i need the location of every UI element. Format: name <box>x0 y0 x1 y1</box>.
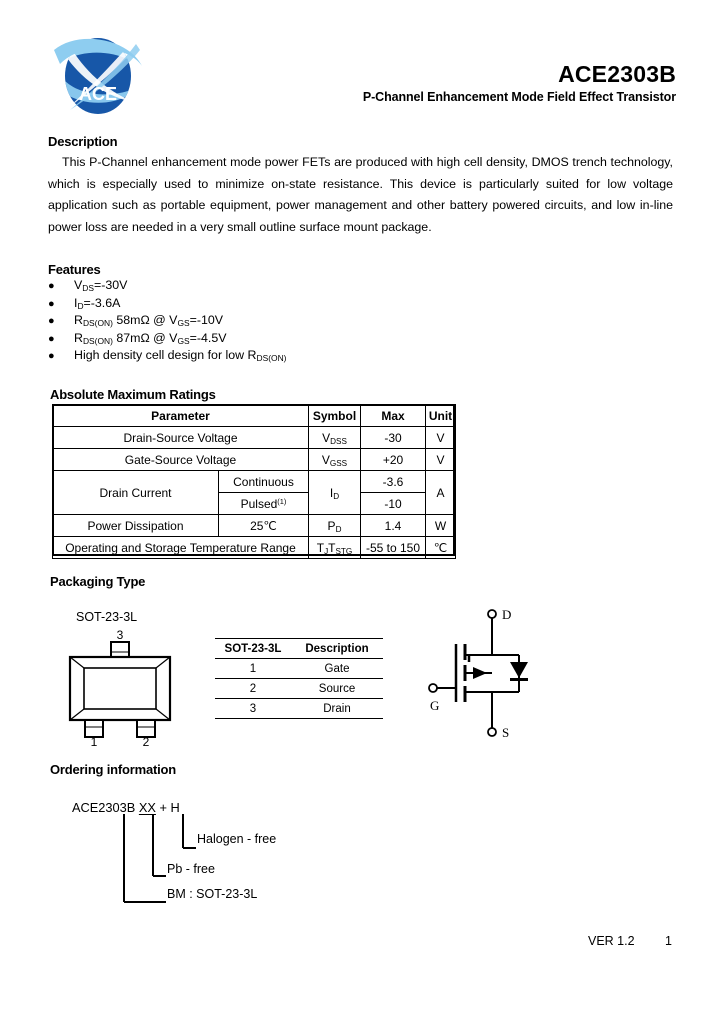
cell-description: Drain <box>291 699 383 719</box>
page-header <box>0 0 720 120</box>
col-parameter: Parameter <box>53 405 309 427</box>
bullet-icon: ● <box>48 350 55 362</box>
cell-max: -55 to 150 <box>361 537 426 559</box>
ordering-heading: Ordering information <box>50 762 177 777</box>
feature-item <box>48 313 448 331</box>
cell-max: -10 <box>361 493 426 515</box>
page-number: 1 <box>665 934 672 948</box>
feature-item <box>48 278 448 296</box>
pin-2-number: 2 <box>142 735 150 746</box>
cell-unit: V <box>426 449 456 471</box>
product-subtitle: P-Channel Enhancement Mode Field Effect Transistor <box>362 90 676 105</box>
bullet-icon: ● <box>48 315 55 327</box>
cell-max: -30 <box>361 427 426 449</box>
feature-item <box>48 296 448 314</box>
pin-3-number: 3 <box>116 628 124 642</box>
cell-symbol: $I_D$ <box>309 471 361 515</box>
ordering-code: ACE2303B XX + H <box>72 800 180 815</box>
ratings-heading: Absolute Maximum Ratings <box>50 387 216 402</box>
page-footer <box>0 934 720 956</box>
cell-symbol: $P_D$ <box>309 515 361 537</box>
source-label: S <box>502 725 510 740</box>
feature-text: $V_{DS}=-30V$ <box>74 278 128 294</box>
feature-item <box>48 331 448 349</box>
cell-parameter: Drain-Source Voltage <box>53 427 309 449</box>
table-row <box>215 679 383 699</box>
pin-1-number: 1 <box>90 735 98 746</box>
title-block <box>363 62 676 104</box>
cell-symbol: $V_{GSS}$ <box>309 449 361 471</box>
cell-parameter: Gate-Source Voltage <box>53 449 309 471</box>
col-description: Description <box>291 639 383 659</box>
bullet-icon: ● <box>48 280 55 292</box>
sot23-package-drawing <box>60 628 180 746</box>
gate-label: G <box>430 698 440 713</box>
cell-parameter: Power Dissipation <box>53 515 219 537</box>
feature-item <box>48 348 448 366</box>
feature-text: $R_{DS(ON)}$ 58mΩ @ $V_{GS}=-10V$ <box>74 313 224 329</box>
table-row <box>53 449 456 471</box>
features-heading: Features <box>48 262 101 277</box>
description-body <box>48 152 673 238</box>
bullet-icon: ● <box>48 297 55 310</box>
cell-max: +20 <box>361 449 426 471</box>
col-unit: Unit <box>426 405 456 427</box>
package-name-label: SOT-23-3L <box>76 610 138 624</box>
cell-max: 1.4 <box>361 515 426 537</box>
cell-condition: Continuous <box>219 471 309 493</box>
cell-pin: 2 <box>215 679 291 699</box>
col-max: Max <box>361 405 426 427</box>
part-number: ACE2303B <box>558 61 676 87</box>
cell-max: -3.6 <box>361 471 426 493</box>
packaging-heading: Packaging Type <box>50 574 146 589</box>
col-symbol: Symbol <box>309 405 361 427</box>
ordering-label-pb: Pb - free <box>167 862 215 876</box>
absolute-maximum-ratings-table <box>52 404 456 559</box>
ace-logo <box>48 28 148 120</box>
feature-text: High density cell design for low $R_{DS(ON)}$ <box>74 348 287 364</box>
table-header-row <box>215 639 383 659</box>
table-row <box>215 659 383 679</box>
ordering-code-xx: XX <box>138 800 156 815</box>
table-header-row <box>53 405 456 427</box>
features-list <box>48 278 448 366</box>
feature-text: $R_{DS(ON)}$ 87mΩ @ $V_{GS}=-4.5V$ <box>74 330 227 346</box>
cell-pin: 1 <box>215 659 291 679</box>
col-pin: SOT-23-3L <box>215 639 291 659</box>
pin-description-table <box>215 638 383 719</box>
description-text: This P-Channel enhancement mode power FETs are produced with high cell density, DMOS trench technology, which is especially used to minimize on-state resistance. This device is particularly suited for low voltage application such as portable equipment, power management and other battery powered circuits, and low in-line power loss are needed in a very small outline surface mount package. <box>48 155 673 234</box>
cell-condition: 25℃ <box>219 515 309 537</box>
cell-unit: ℃ <box>426 537 456 559</box>
cell-unit: W <box>426 515 456 537</box>
cell-symbol: $T_JT_{STG}$ <box>309 537 361 559</box>
version-label: VER 1.2 <box>588 934 635 948</box>
ordering-label-halogen: Halogen - free <box>197 832 277 846</box>
table-row <box>53 537 456 559</box>
mosfet-symbol-diagram <box>424 600 554 745</box>
logo-text: ACE <box>78 84 118 104</box>
description-heading: Description <box>48 134 118 149</box>
table-row <box>53 515 456 537</box>
bullet-icon: ● <box>48 332 55 345</box>
table-row <box>215 699 383 719</box>
cell-condition: Pulsed$^{(1)}$ <box>219 493 309 515</box>
cell-description: Gate <box>291 659 383 679</box>
drain-label: D <box>502 607 512 622</box>
cell-parameter: Operating and Storage Temperature Range <box>53 537 309 559</box>
cell-description: Source <box>291 679 383 699</box>
feature-text: $I_D=-3.6A$ <box>74 295 121 311</box>
cell-unit: V <box>426 427 456 449</box>
table-row <box>53 427 456 449</box>
table-row <box>53 471 456 493</box>
cell-parameter: Drain Current <box>53 471 219 515</box>
cell-unit: A <box>426 471 456 515</box>
cell-pin: 3 <box>215 699 291 719</box>
cell-symbol: $V_{DSS}$ <box>309 427 361 449</box>
ordering-label-package: BM : SOT-23-3L <box>167 887 258 901</box>
